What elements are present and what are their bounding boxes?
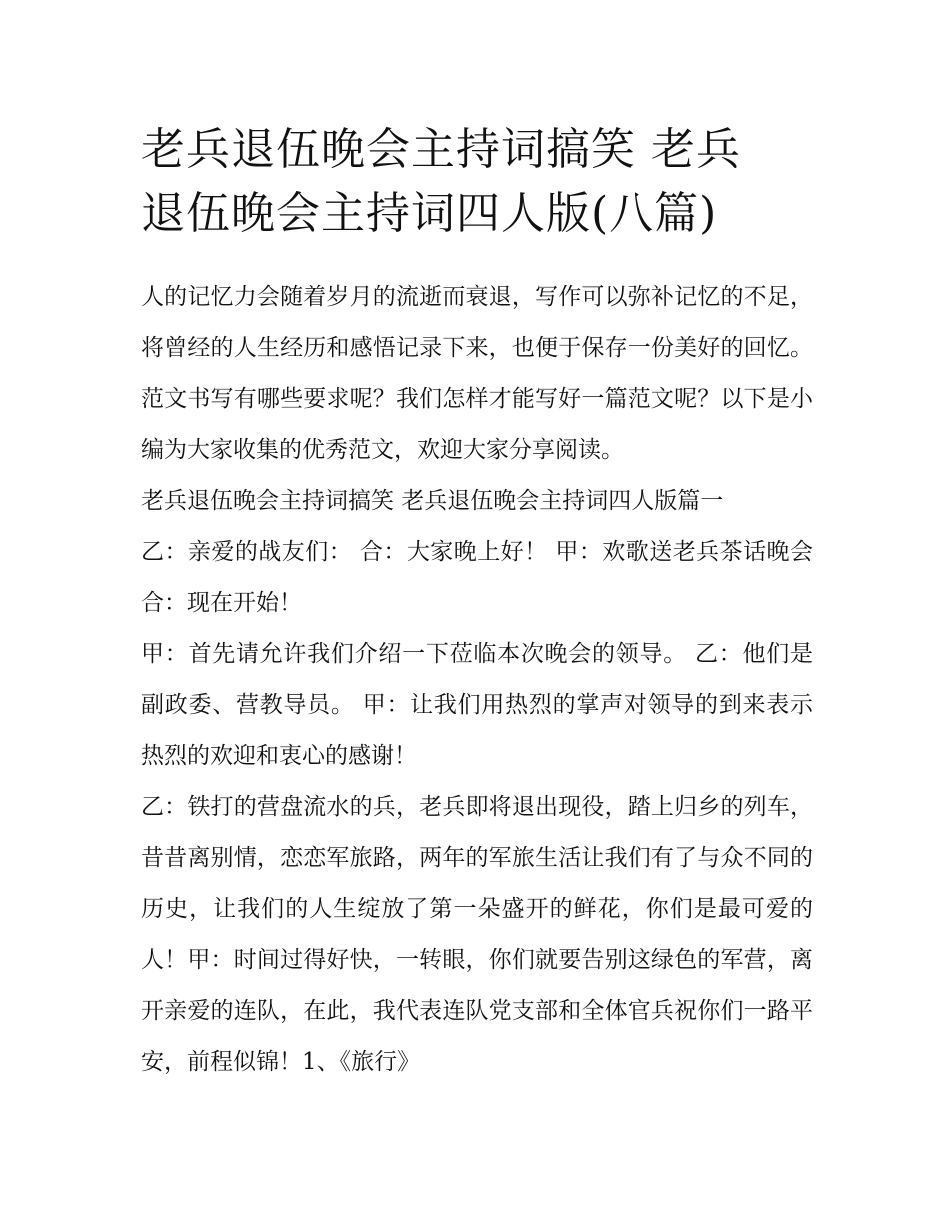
intro-paragraph: 人的记忆力会随着岁月的流逝而衰退，写作可以弥补记忆的不足，将曾经的人生经历和感悟记录下来，也便于保存一份美好的回忆。范文书写有哪些要求呢？我们怎样才能写好一篇范文呢？以下是小编为大家收集的优秀范文，欢迎大家分享阅读。 — [141, 284, 813, 463]
section-heading: 老兵退伍晚会主持词搞笑 老兵退伍晚会主持词四人版篇一 — [141, 488, 724, 514]
script-paragraph-opening: 乙：亲爱的战友们： 合：大家晚上好！ 甲：欢歌送老兵茶话晚会 合：现在开始！ — [141, 539, 813, 616]
document-body — [141, 272, 813, 1088]
script-paragraph-farewell: 乙：铁打的营盘流水的兵，老兵即将退出现役，踏上归乡的列车，昔昔离别情，恋恋军旅路，两年的军旅生活让我们有了与众不同的历史，让我们的人生绽放了第一朵盛开的鲜花，你们是最可爱的人！甲：时间过得好快，一转眼，你们就要告别这绿色的军营，离开亲爱的连队，在此，我代表连队党支部和全体官兵祝你们一路平安，前程似锦！1、《旅行》 — [141, 794, 813, 1075]
document-page — [141, 118, 813, 1088]
document-title — [141, 118, 813, 246]
script-paragraph-leaders: 甲：首先请允许我们介绍一下莅临本次晚会的领导。 乙：他们是副政委、营教导员。 甲：让我们用热烈的掌声对领导的到来表示热烈的欢迎和衷心的感谢！ — [141, 641, 813, 769]
title-line-2: 退伍晚会主持词四人版(八篇) — [141, 188, 718, 239]
title-line-1: 老兵退伍晚会主持词搞笑 老兵 — [141, 124, 741, 175]
